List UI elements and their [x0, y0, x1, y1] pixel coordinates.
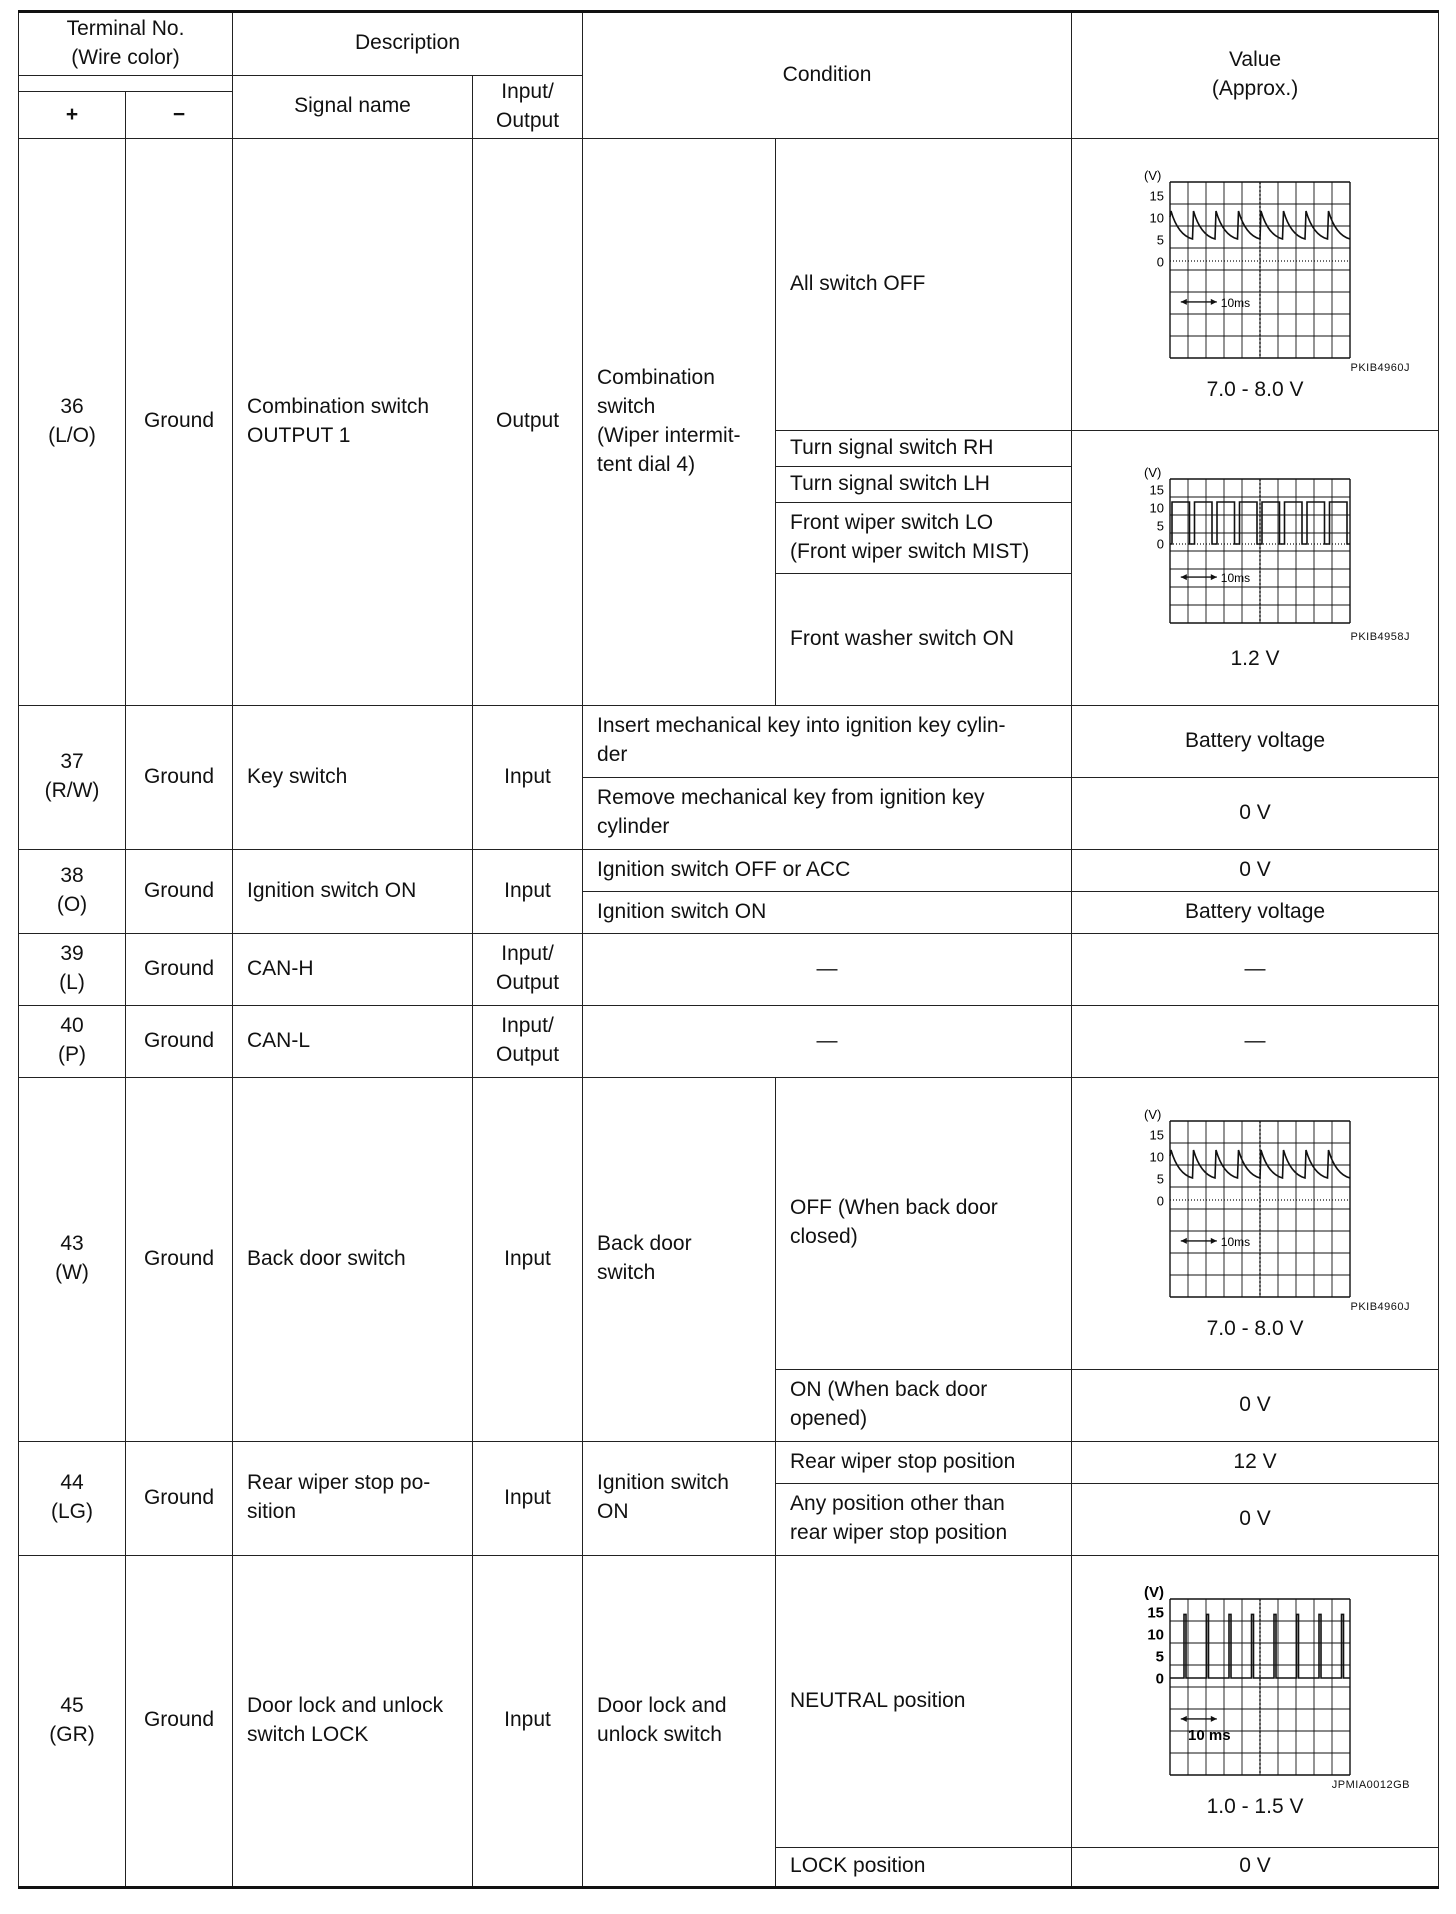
value-waveform-cell [1072, 1555, 1439, 1847]
io-cell: Output [473, 138, 583, 705]
time-marker-arrow [1181, 1716, 1187, 1722]
ground-cell: Ground [126, 1441, 233, 1555]
ground-cell: Ground [126, 849, 233, 933]
condition-sub: All switch OFF [776, 138, 1072, 430]
signal-name: CAN-H [233, 933, 473, 1005]
oscilloscope-waveform [1120, 463, 1390, 631]
condition-sub: Rear wiper stop position [776, 1441, 1072, 1483]
header-description: Description [233, 12, 583, 76]
table-row-37 [19, 705, 1439, 777]
time-marker-arrow [1211, 1716, 1217, 1722]
terminal-spec-sheet [18, 10, 1438, 1889]
header-plus: + [19, 92, 126, 139]
header-terminal-no: Terminal No. (Wire color) [19, 12, 233, 76]
oscilloscope-waveform [1120, 166, 1390, 362]
terminal-number: 38 (O) [19, 849, 126, 933]
terminal-table [18, 10, 1439, 1889]
value-text: Battery voltage [1072, 705, 1439, 777]
table-row-44 [19, 1441, 1439, 1483]
figure-ref: PKIB4958J [1350, 631, 1411, 644]
condition-sub: Turn signal switch RH [776, 430, 1072, 466]
y-tick-label: 5 [1156, 518, 1165, 534]
condition-sub: OFF (When back door closed) [776, 1077, 1072, 1369]
y-tick-label: 10 [1147, 1626, 1165, 1644]
header-input-output: Input/ Output [473, 75, 583, 138]
condition-main: Back door switch [583, 1077, 776, 1441]
y-tick-label: 5 [1155, 1648, 1165, 1666]
signal-name: Back door switch [233, 1077, 473, 1441]
y-tick-label: 15 [1149, 482, 1165, 498]
value-text: 0 V [1072, 1483, 1439, 1555]
value-text: — [1072, 933, 1439, 1005]
signal-name: Key switch [233, 705, 473, 849]
figure-ref: JPMIA0012GB [1331, 1778, 1411, 1791]
time-marker-arrow [1211, 574, 1217, 580]
signal-name: Door lock and unlock switch LOCK [233, 1555, 473, 1887]
y-tick-label: 15 [1149, 1127, 1165, 1143]
table-row-40 [19, 1005, 1439, 1077]
value-text: — [1072, 1005, 1439, 1077]
value-waveform-cell [1072, 138, 1439, 430]
condition-sub: ON (When back door opened) [776, 1369, 1072, 1441]
y-tick-label: 0 [1156, 536, 1165, 552]
oscilloscope-waveform [1120, 1583, 1390, 1779]
condition-main: — [583, 1005, 1072, 1077]
condition-sub: Turn signal switch LH [776, 466, 1072, 502]
ground-cell: Ground [126, 1555, 233, 1887]
header-signal-name: Signal name [233, 75, 473, 138]
ground-cell: Ground [126, 705, 233, 849]
condition-main: Ignition switch OFF or ACC [583, 849, 1072, 891]
io-cell: Input [473, 1555, 583, 1887]
condition-main: Insert mechanical key into ignition key cylin- der [583, 705, 1072, 777]
time-scale-label: 10ms [1220, 571, 1251, 586]
value-text: 7.0 - 8.0 V [1206, 1316, 1304, 1340]
signal-name: Combination switch OUTPUT 1 [233, 138, 473, 705]
header-row-1 [19, 12, 1439, 76]
value-waveform-cell [1072, 430, 1439, 705]
header-minus: − [126, 92, 233, 139]
value-text: Battery voltage [1072, 891, 1439, 933]
y-tick-label: 0 [1156, 254, 1165, 270]
io-cell: Input [473, 849, 583, 933]
header-condition: Condition [583, 12, 1072, 139]
value-text: 0 V [1072, 849, 1439, 891]
table-row-39 [19, 933, 1439, 1005]
axis-unit-label: (V) [1144, 167, 1162, 183]
axis-unit-label: (V) [1144, 1583, 1165, 1601]
condition-sub: Front wiper switch LO (Front wiper switch MIST) [776, 502, 1072, 573]
y-tick-label: 0 [1155, 1670, 1165, 1688]
table-row-45 [19, 1555, 1439, 1847]
y-tick-label: 0 [1156, 1193, 1165, 1209]
y-tick-label: 10 [1149, 500, 1165, 516]
signal-name: CAN-L [233, 1005, 473, 1077]
condition-main: — [583, 933, 1072, 1005]
value-text: 7.0 - 8.0 V [1206, 377, 1304, 401]
axis-unit-label: (V) [1144, 1106, 1162, 1122]
value-waveform-cell [1072, 1077, 1439, 1369]
value-text: 0 V [1072, 1847, 1439, 1887]
oscilloscope-waveform [1120, 1105, 1390, 1301]
value-text: 0 V [1072, 777, 1439, 849]
value-text: 1.2 V [1230, 647, 1280, 671]
signal-name: Rear wiper stop po- sition [233, 1441, 473, 1555]
condition-main: Combination switch (Wiper intermit- tent dial 4) [583, 138, 776, 705]
condition-sub: Front washer switch ON [776, 573, 1072, 705]
io-cell: Input [473, 705, 583, 849]
time-marker-arrow [1181, 1238, 1187, 1244]
time-marker-arrow [1181, 299, 1187, 305]
value-text: 1.0 - 1.5 V [1206, 1794, 1304, 1818]
ground-cell: Ground [126, 1077, 233, 1441]
time-scale-label: 10ms [1220, 295, 1251, 310]
condition-sub: NEUTRAL position [776, 1555, 1072, 1847]
value-text: 12 V [1072, 1441, 1439, 1483]
time-scale-label: 10 ms [1188, 1726, 1231, 1744]
figure-ref: PKIB4960J [1350, 361, 1411, 374]
y-tick-label: 5 [1156, 232, 1165, 248]
time-marker-arrow [1211, 1238, 1217, 1244]
value-text: 0 V [1072, 1369, 1439, 1441]
header-value: Value (Approx.) [1072, 12, 1439, 139]
io-cell: Input/ Output [473, 1005, 583, 1077]
terminal-number: 37 (R/W) [19, 705, 126, 849]
y-tick-label: 15 [1149, 188, 1165, 204]
io-cell: Input/ Output [473, 933, 583, 1005]
table-row-36 [19, 138, 1439, 430]
terminal-number: 43 (W) [19, 1077, 126, 1441]
y-tick-label: 15 [1147, 1604, 1165, 1622]
time-marker-arrow [1211, 299, 1217, 305]
table-row-43 [19, 1077, 1439, 1369]
condition-main: Remove mechanical key from ignition key cylinder [583, 777, 1072, 849]
terminal-number: 44 (LG) [19, 1441, 126, 1555]
condition-main: Ignition switch ON [583, 891, 1072, 933]
io-cell: Input [473, 1441, 583, 1555]
time-marker-arrow [1181, 574, 1187, 580]
terminal-number: 45 (GR) [19, 1555, 126, 1887]
ground-cell: Ground [126, 933, 233, 1005]
terminal-number: 39 (L) [19, 933, 126, 1005]
y-tick-label: 10 [1149, 1149, 1165, 1165]
signal-name: Ignition switch ON [233, 849, 473, 933]
terminal-number: 36 (L/O) [19, 138, 126, 705]
time-scale-label: 10ms [1220, 1234, 1251, 1249]
ground-cell: Ground [126, 1005, 233, 1077]
figure-ref: PKIB4960J [1350, 1300, 1411, 1313]
ground-cell: Ground [126, 138, 233, 705]
condition-sub: LOCK position [776, 1847, 1072, 1887]
condition-main: Ignition switch ON [583, 1441, 776, 1555]
axis-unit-label: (V) [1144, 465, 1162, 481]
table-row-38 [19, 849, 1439, 891]
y-tick-label: 5 [1156, 1171, 1165, 1187]
terminal-number: 40 (P) [19, 1005, 126, 1077]
y-tick-label: 10 [1149, 210, 1165, 226]
condition-main: Door lock and unlock switch [583, 1555, 776, 1887]
condition-sub: Any position other than rear wiper stop position [776, 1483, 1072, 1555]
io-cell: Input [473, 1077, 583, 1441]
